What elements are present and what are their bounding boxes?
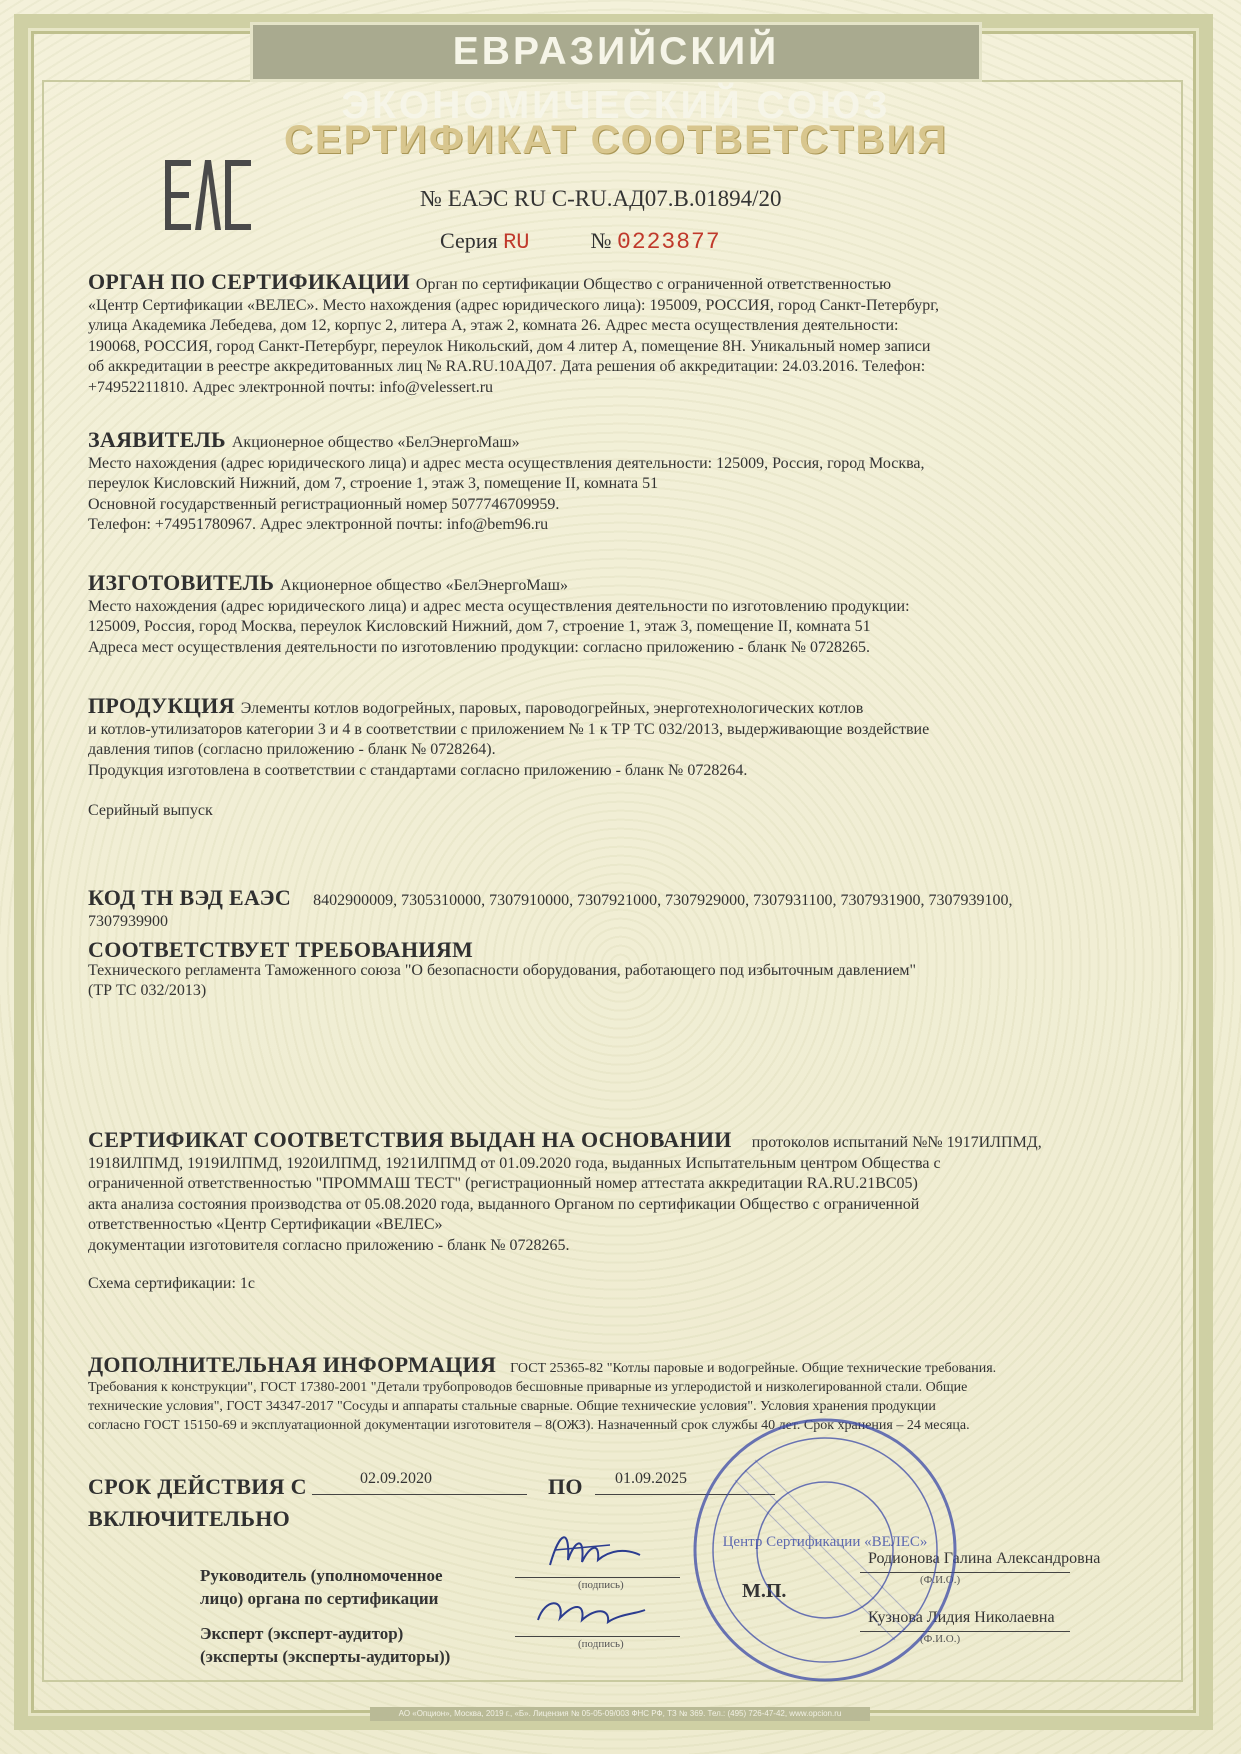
- conformity-section: [88, 937, 1138, 1002]
- code-line: 7307939900: [88, 912, 168, 930]
- validity-from-label: СРОК ДЕЙСТВИЯ С: [88, 1474, 307, 1499]
- expert-sign-caption: (подпись): [578, 1638, 624, 1650]
- stamp-text: Центр Сертификации «ВЕЛЕС»: [722, 1534, 928, 1550]
- applicant-section: [88, 427, 1138, 536]
- expert-signature-icon: [530, 1590, 650, 1635]
- expert-label: Эксперт (эксперт-аудитор) (эксперты (эксперты-аудиторы)): [200, 1624, 451, 1666]
- manufacturer-section: [88, 570, 1138, 658]
- additional-line: ГОСТ 25365-82 "Котлы паровые и водогрейные. Общие технические требования.: [510, 1361, 997, 1376]
- organ-section: [88, 269, 1138, 398]
- validity-to-label: ПО: [548, 1474, 583, 1499]
- organ-line: Орган по сертификации Общество с ограниченной ответственностью: [415, 276, 892, 293]
- applicant-line: переулок Кисловский Нижний, дом 7, строение 1, этаж 3, помещение II, комната 51: [88, 475, 659, 492]
- basis-heading: СЕРТИФИКАТ СООТВЕТСТВИЯ ВЫДАН НА ОСНОВАНИИ: [88, 1127, 732, 1152]
- validity-to-date: 01.09.2025: [615, 1470, 687, 1487]
- basis-line: документации изготовителя согласно приложению - бланк № 0728265.: [88, 1236, 570, 1254]
- basis-line: акта анализа состояния производства от 05.08.2020 года, выданного Органом по сертификации Общество с ограниченной: [88, 1195, 920, 1213]
- applicant-line: Телефон: +74951780967. Адрес электронной почты: info@bem96.ru: [88, 516, 549, 533]
- conformity-heading: СООТВЕТСТВУЕТ ТРЕБОВАНИЯМ: [88, 937, 474, 962]
- applicant-line: Место нахождения (адрес юридического лица) и адрес места осуществления деятельности: 125009, Россия, город Москва,: [88, 454, 925, 472]
- conformity-line: (ТР ТС 032/2013): [88, 982, 207, 999]
- head-name: Родионова Галина Александровна: [868, 1550, 1101, 1567]
- certificate-title: СЕРТИФИКАТ СООТВЕТСТВИЯ: [284, 118, 948, 162]
- organ-line: 190068, РОССИЯ, город Санкт-Петербург, переулок Никольский, дом 4 литер А, помещение 8Н. Уникальный номер записи: [88, 337, 931, 355]
- head-fio-caption: (Ф.И.О.): [920, 1574, 961, 1586]
- manufacturer-line: Место нахождения (адрес юридического лица) и адрес места осуществления деятельности по изготовлению продукции:: [88, 597, 910, 615]
- additional-line: Требования к конструкции", ГОСТ 17380-2001 "Детали трубопроводов бесшовные приварные из углеродистой и низколегированной стали. Общие: [88, 1380, 968, 1395]
- series-value: RU: [503, 230, 530, 255]
- conformity-line: Технического регламента Таможенного союза "О безопасности оборудования, работающего под избыточным давлением": [88, 961, 917, 979]
- applicant-heading: ЗАЯВИТЕЛЬ: [88, 427, 226, 452]
- basis-line: 1918ИЛПМД, 1919ИЛПМД, 1920ИЛПМД, 1921ИЛПМД от 01.09.2020 года, выданных Испытательным центром Общества с: [88, 1154, 941, 1172]
- certification-stamp-icon: [685, 1410, 965, 1690]
- code-heading: КОД ТН ВЭД ЕАЭС: [88, 885, 292, 910]
- product-line: и котлов-утилизаторов категории 3 и 4 в соответствии с приложением № 1 к ТР ТС 032/2013, выдерживающие воздействие: [88, 720, 930, 738]
- product-heading: ПРОДУКЦИЯ: [88, 693, 235, 718]
- additional-heading: ДОПОЛНИТЕЛЬНАЯ ИНФОРМАЦИЯ: [88, 1352, 497, 1377]
- serial-release: Серийный выпуск: [88, 802, 213, 819]
- organ-line: +74952211810. Адрес электронной почты: info@velessert.ru: [88, 378, 494, 396]
- serial-label: №: [590, 228, 612, 253]
- product-line: Элементы котлов водогрейных, паровых, пароводогрейных, энерготехнологических котлов: [240, 700, 864, 717]
- additional-line: согласно ГОСТ 15150-69 и эксплуатационной документации изготовителя – 8(ОЖЗ). Назначенный срок службы 40 лет. Срок хранения – 24 месяца.: [88, 1418, 970, 1433]
- product-line: давления типов (согласно приложению - бланк № 0728264).: [88, 741, 496, 758]
- organ-line: об аккредитации в реестре аккредитованных лиц № RA.RU.10АД07. Дата решения об аккредитации: 24.03.2016. Телефон:: [88, 358, 926, 375]
- product-line: Продукция изготовлена в соответствии с стандартами согласно приложению - бланк № 0728264.: [88, 761, 748, 779]
- applicant-line: Акционерное общество «БелЭнергоМаш»: [231, 434, 520, 451]
- series-row: [440, 228, 721, 255]
- basis-line: ответственностью «Центр Сертификации «ВЕЛЕС»: [88, 1216, 443, 1233]
- from-date-underline: [312, 1494, 527, 1495]
- series-label: Серия: [440, 228, 498, 253]
- printer-footer: АО «Опцион», Москва, 2019 г., «Б». Лицензия № 05-05-09/003 ФНС РФ, ТЗ № 369. Тел.: (495) 726-47-42, www.opcion.ru: [370, 1707, 870, 1721]
- manufacturer-line: 125009, Россия, город Москва, переулок Кисловский Нижний, дом 7, строение 1, этаж 3, помещение II, комната 51: [88, 618, 871, 635]
- organ-line: улица Академика Лебедева, дом 12, корпус 2, литера А, этаж 2, комната 26. Адрес места осуществления деятельности:: [88, 317, 899, 334]
- head-sign-caption: (подпись): [578, 1579, 624, 1591]
- code-section: [88, 885, 1138, 932]
- basis-line: ограниченной ответственностью "ПРОММАШ ТЕСТ" (регистрационный номер аттестата аккредитации RA.RU.21ВС05): [88, 1175, 918, 1192]
- organ-heading: ОРГАН ПО СЕРТИФИКАЦИИ: [88, 269, 410, 294]
- code-line: 8402900009, 7305310000, 7307910000, 7307921000, 7307929000, 7307931100, 7307931900, 7307939100,: [313, 892, 1013, 909]
- manufacturer-line: Акционерное общество «БелЭнергоМаш»: [280, 577, 568, 594]
- basis-section: [88, 1127, 1138, 1295]
- head-signature-icon: [540, 1520, 650, 1580]
- expert-fio-caption: (Ф.И.О.): [920, 1633, 961, 1645]
- certificate-number: № ЕАЭС RU C-RU.АД07.В.01894/20: [420, 186, 782, 211]
- additional-section: [88, 1352, 1138, 1435]
- validity-inclusive: ВКЛЮЧИТЕЛЬНО: [88, 1506, 291, 1531]
- head-sign-line: [515, 1577, 680, 1578]
- expert-sign-line: [515, 1636, 680, 1637]
- seal-place-label: М.П.: [742, 1580, 787, 1602]
- product-section: [88, 693, 1138, 822]
- organ-line: «Центр Сертификации «ВЕЛЕС». Место нахождения (адрес юридического лица): 195009, РОССИЯ, город Санкт-Петербург,: [88, 296, 939, 314]
- basis-line: протоколов испытаний №№ 1917ИЛПМД,: [751, 1134, 1042, 1151]
- head-label: Руководитель (уполномоченное лицо) органа по сертификации: [200, 1566, 443, 1608]
- serial-number: 0223877: [617, 229, 721, 255]
- additional-line: технические условия", ГОСТ 34347-2017 "Сосуды и аппараты стальные сварные. Общие технические условия". Условия хранения продукции: [88, 1399, 936, 1414]
- certification-scheme: Схема сертификации: 1с: [88, 1275, 256, 1292]
- validity-from-date: 02.09.2020: [360, 1470, 432, 1487]
- manufacturer-line: Адреса мест осуществления деятельности по изготовлению продукции: согласно приложению - бланк № 0728265.: [88, 638, 870, 656]
- union-banner: ЕВРАЗИЙСКИЙ ЭКОНОМИЧЕСКИЙ СОЮЗ: [250, 22, 982, 82]
- expert-name: Кузнова Лидия Николаевна: [868, 1609, 1055, 1626]
- applicant-line: Основной государственный регистрационный номер 5077746709959.: [88, 495, 560, 513]
- manufacturer-heading: ИЗГОТОВИТЕЛЬ: [88, 570, 275, 595]
- eac-logo-icon: [165, 160, 251, 230]
